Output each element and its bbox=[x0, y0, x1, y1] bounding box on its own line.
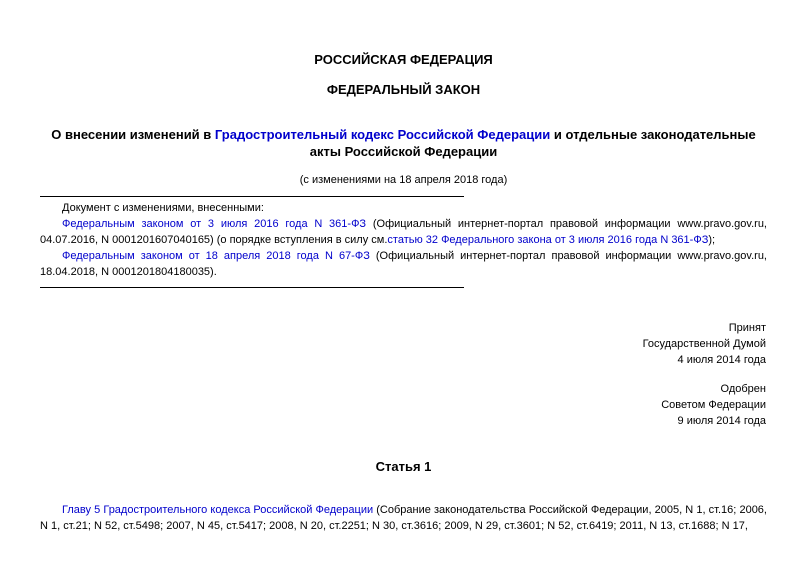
article-1-title: Статья 1 bbox=[375, 459, 432, 474]
change-item-2 bbox=[40, 248, 767, 280]
law-67-fz-link[interactable]: Федеральным законом от 18 апреля 2018 года N 67-ФЗ bbox=[62, 250, 370, 262]
law-title-part1: О внесении изменений в bbox=[51, 127, 215, 142]
changes-intro: Документ с изменениями, внесенными: bbox=[62, 202, 264, 214]
accepted-date: 4 июля 2014 года bbox=[677, 354, 766, 366]
change-item-1-end: ); bbox=[708, 234, 716, 246]
edition-note: (с изменениями на 18 апреля 2018 года) bbox=[299, 174, 508, 186]
article-1-text: (Собрание законодательства Российской Федерации, 2005, N 1, ст.16; 2006, N 1, ст.21; N 52, ст.5498; 2007, N 45, ст.5417; 2008, N 20, ст.2251; N 30, ст.3616; 2009, N 29, ст.3601; N 52, ст.6419; 2011, N 13, ст.1688; N 17, bbox=[40, 504, 767, 532]
approved-label: Одобрен bbox=[720, 383, 766, 395]
chapter-5-link[interactable]: Главу 5 Градостроительного кодекса Российской Федерации bbox=[62, 504, 374, 516]
changes-block bbox=[40, 200, 767, 280]
article-32-link[interactable]: статью 32 Федерального закона от 3 июля 2016 года N 361-ФЗ bbox=[387, 234, 709, 246]
document-type-heading: ФЕДЕРАЛЬНЫЙ ЗАКОН bbox=[326, 82, 481, 97]
accepted-label: Принят bbox=[728, 322, 766, 334]
law-title bbox=[40, 126, 767, 160]
law-title-part2: и отдельные законодательные акты Российской Федерации bbox=[309, 127, 756, 159]
approval-federation-council bbox=[466, 381, 766, 429]
adoption-duma bbox=[466, 320, 766, 368]
article-1-body bbox=[40, 502, 767, 534]
change-item-2-text: (Официальный интернет-портал правовой информации www.pravo.gov.ru, 18.04.2018, N 0001201804180035). bbox=[40, 250, 767, 278]
approved-date: 9 июля 2014 года bbox=[677, 415, 766, 427]
country-heading: РОССИЙСКАЯ ФЕДЕРАЦИЯ bbox=[314, 52, 493, 67]
divider-bottom bbox=[40, 287, 464, 288]
accepted-by: Государственной Думой bbox=[642, 338, 766, 350]
divider-top bbox=[40, 196, 464, 197]
change-item-1-text: (Официальный интернет-портал правовой информации www.pravo.gov.ru, 04.07.2016, N 0001201607040165) (о порядке вступления в силу см. bbox=[40, 218, 767, 246]
law-361-fz-link[interactable]: Федеральным законом от 3 июля 2016 года N 361-ФЗ bbox=[62, 218, 367, 230]
approved-by: Советом Федерации bbox=[661, 399, 766, 411]
change-item-1 bbox=[40, 216, 767, 248]
urban-planning-code-link[interactable]: Градостроительный кодекс Российской Федерации bbox=[214, 127, 551, 142]
